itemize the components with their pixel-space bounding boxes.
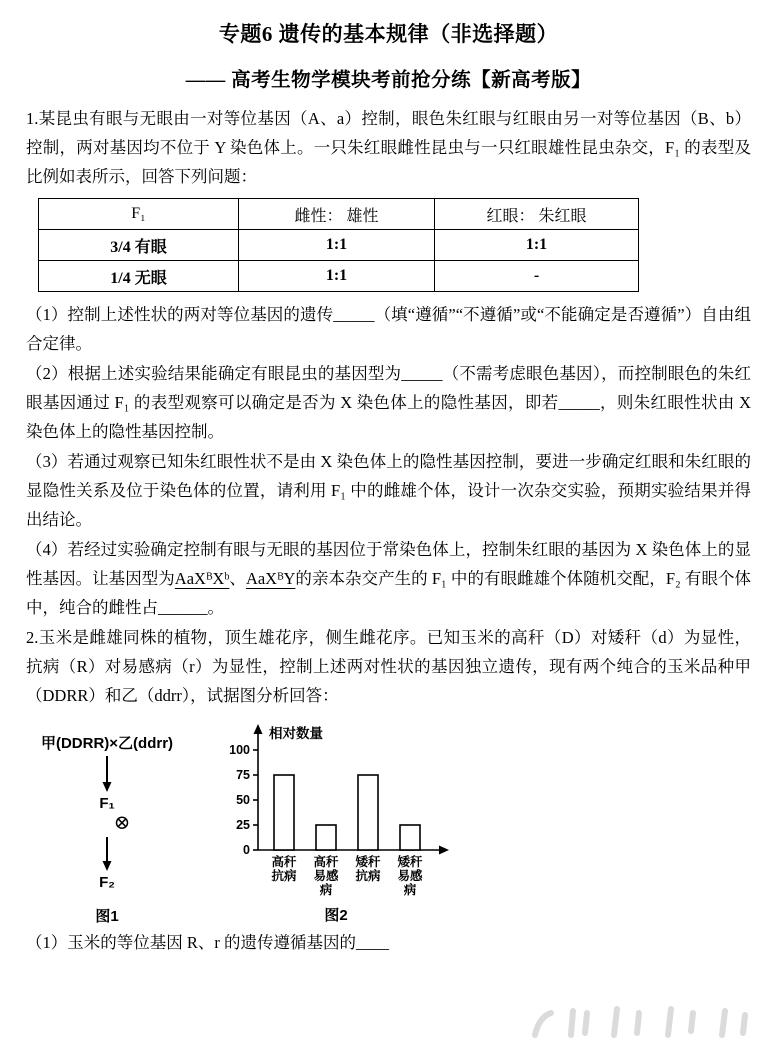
figures-row	[32, 722, 751, 926]
parent-cross-label: 甲(DDRR)×乙(ddrr)	[40, 735, 174, 752]
q1-sub4-text-2: 的亲本杂交产生的 F₁ 中的有眼雌雄个体随机交配，F₂ 有眼个体中，纯合的雌性占______。	[26, 569, 752, 617]
q1-sub4	[26, 535, 751, 622]
svg-text:矮秆: 矮秆	[397, 855, 423, 869]
watermark-marks	[521, 995, 771, 1045]
q1-sub2: （2）根据上述实验结果能确定有眼昆虫的基因型为_____（不需考虑眼色基因），而控制眼色的朱红眼基因通过 F₁ 的表型观察可以确定是否为 X 染色体上的隐性基因，即若_____，则朱红眼性状由 X 染色体上的隐性基因控制。	[26, 364, 751, 441]
figure-1-cross-diagram	[32, 722, 182, 926]
selfing-symbol-icon: ⊗	[113, 812, 131, 834]
svg-text:抗病: 抗病	[355, 869, 381, 883]
down-arrow-icon	[99, 756, 115, 792]
svg-text:病: 病	[403, 883, 417, 897]
table-header-row	[39, 199, 639, 230]
svg-text:高秆: 高秆	[313, 855, 339, 869]
cell-eyeless-color-ratio: -	[435, 261, 639, 292]
svg-text:易感: 易感	[397, 869, 423, 883]
cell-eyed-sex-ratio: 1:1	[239, 230, 435, 261]
genotype-female: AaXᴮXᵇ	[174, 569, 230, 588]
f1-phenotype-table	[38, 198, 639, 292]
svg-text:0: 0	[243, 843, 250, 857]
relative-quantity-bar-chart	[216, 722, 456, 904]
table-row	[39, 261, 639, 292]
down-arrow-icon	[99, 837, 115, 871]
q2-sub1: （1）玉米的等位基因 R、r 的遗传遵循基因的____	[26, 933, 389, 952]
svg-text:100: 100	[229, 743, 250, 757]
f2-label: F₂	[99, 874, 115, 891]
col-header-sex-ratio: 雌性： 雄性	[239, 199, 435, 230]
cell-eyeless-fraction: 1/4 无眼	[39, 261, 239, 292]
col-header-eye-color-ratio: 红眼： 朱红眼	[435, 199, 639, 230]
svg-text:易感: 易感	[313, 869, 339, 883]
q1-stem: 1.某昆虫有眼与无眼由一对等位基因（A、a）控制，眼色朱红眼与红眼由另一对等位基因（B、b）控制，两对基因均不位于 Y 染色体上。一只朱红眼雌性昆虫与一只红眼雄性昆虫杂交，F₁ 的表型及比例如表所示，回答下列问题：	[26, 109, 751, 186]
table-row	[39, 230, 639, 261]
page-subtitle: —— 高考生物学模块考前抢分练【新高考版】	[185, 70, 592, 91]
svg-text:病: 病	[319, 883, 333, 897]
svg-text:抗病: 抗病	[271, 869, 297, 883]
q1-sub4-separator: 、	[229, 569, 246, 588]
q2-stem: 2.玉米是雌雄同株的植物，顶生雄花序，侧生雌花序。已知玉米的高秆（D）对矮秆（d）为显性，抗病（R）对易感病（r）为显性，控制上述两对性状的基因独立遗传，现有两个纯合的玉米品种甲（DDRR）和乙（ddrr），试据图分析回答：	[26, 628, 751, 705]
svg-text:50: 50	[236, 793, 250, 807]
svg-text:高秆: 高秆	[271, 855, 297, 869]
q1-sub1: （1）控制上述性状的两对等位基因的遗传_____（填“遵循”“不遵循”或“不能确定是否遵循”）自由组合定律。	[26, 305, 751, 353]
cell-eyeless-sex-ratio: 1:1	[239, 261, 435, 292]
q1-sub3: （3）若通过观察已知朱红眼性状不是由 X 染色体上的隐性基因控制，要进一步确定红眼和朱红眼的显隐性关系及位于染色体的位置，请利用 F₁ 中的雌雄个体，设计一次杂交实验，预期实验结果并得出结论。	[26, 452, 751, 529]
cell-eyed-color-ratio: 1:1	[435, 230, 639, 261]
svg-text:矮秆: 矮秆	[355, 855, 381, 869]
page-title: 专题6 遗传的基本规律（非选择题）	[218, 22, 559, 46]
svg-text:25: 25	[236, 818, 250, 832]
figure-2-caption: 图2	[324, 907, 348, 924]
svg-text:相对数量: 相对数量	[269, 726, 323, 741]
col-header-f1: F₁	[39, 199, 239, 230]
figure-2-bar-chart	[216, 722, 456, 925]
f1-label: F₁	[99, 795, 115, 812]
q1-sub4-text-1: （4）若经过实验确定控制有眼与无眼的基因位于常染色体上，控制朱红眼的基因为 X 染色体上的显性基因。让基因型为	[26, 540, 751, 588]
cell-eyed-fraction: 3/4 有眼	[39, 230, 239, 261]
svg-text:75: 75	[236, 768, 250, 782]
figure-1-caption: 图1	[95, 908, 119, 925]
genotype-male: AaXᴮY	[245, 569, 296, 588]
